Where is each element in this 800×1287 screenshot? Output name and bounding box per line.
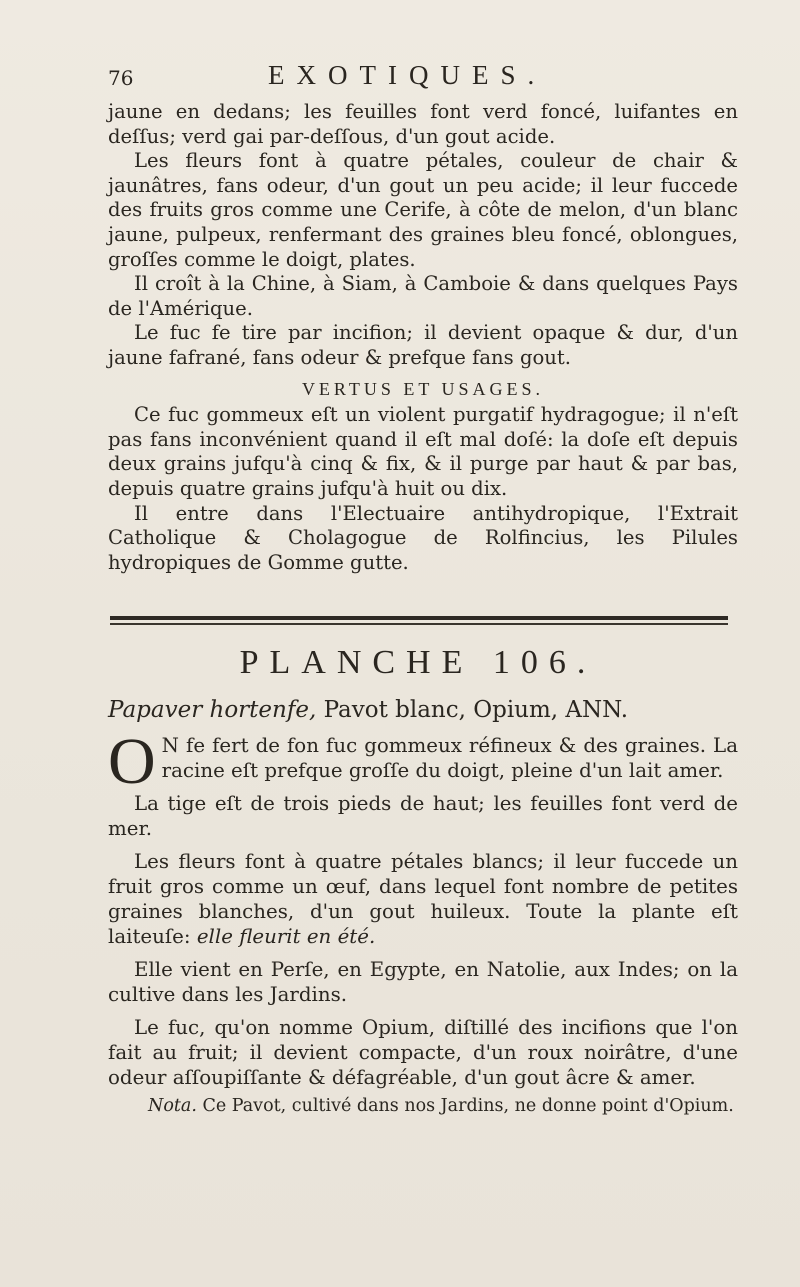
paragraph: jaune en dedans; les feuilles font verd foncé, luifantes en deſſus; verd gai par-deſſous, d'un gout acide. [108, 100, 738, 148]
paragraph-text: Les fleurs font à quatre pétales blancs; il leur fuccede un fruit gros comme un œuf, dans lequel font nombre de petites graines blanches, d'un gout huileux. Toute la plante eſt laiteuſe: [108, 850, 738, 948]
paragraph: La tige eſt de trois pieds de haut; les feuilles font verd de mer. [108, 792, 738, 840]
paragraph: Il entre dans l'Electuaire antihydropique, l'Extrait Catholique & Cholagogue de Rolfincius, les Pilules hydropiques de Gomme gutte. [108, 501, 738, 574]
paragraph-text: N fe fert de fon fuc gommeux réfineux & des graines. La racine eſt prefque groſſe du doigt, pleine d'un lait amer. [161, 734, 738, 782]
paragraph [108, 725, 738, 798]
section-title: VERTUS ET USAGES. [301, 378, 545, 399]
double-rule-divider [110, 616, 728, 625]
page-number: 76 [108, 66, 134, 90]
nota-line [108, 1094, 738, 1119]
species-french: Pavot blanc, Opium, ANN. [316, 697, 629, 723]
nota-label: Nota. [148, 1096, 197, 1116]
text-block-plate [108, 698, 738, 1119]
paragraph: Ce fuc gommeux eſt un violent purgatif hydragogue; il n'eſt pas fans inconvénient quand il eſt mal doſé: la doſe eſt depuis deux grains jufqu'à cinq & fix, & il purge par haut & par bas, depuis quatre grains jufqu'à huit ou dix. [108, 403, 738, 500]
paragraph: Le fuc, qu'on nomme Opium, diſtillé des incifions que l'on fait au fruit; il devient compacte, d'un roux noirâtre, d'une odeur aſſoupiſſante & défagréable, d'un gout âcre & amer. [108, 1016, 738, 1089]
species-latin: Papaver hortenfe, [108, 697, 317, 723]
text-block-top [108, 100, 738, 575]
rule-thick [110, 616, 728, 620]
nota-text: Ce Pavot, cultivé dans nos Jardins, ne donne point d'Opium. [196, 1096, 734, 1116]
paragraph: Il croît à la Chine, à Siam, à Camboie & dans quelques Pays de l'Amérique. [108, 272, 738, 320]
paragraph: Elle vient en Perſe, en Egypte, en Natolie, aux Indes; on la cultive dans les Jardins. [108, 958, 738, 1006]
running-title: EXOTIQUES. [268, 60, 547, 90]
species-line [108, 698, 738, 723]
paragraph-italic: elle fleurit en été. [190, 925, 376, 948]
page-header [108, 60, 728, 96]
rule-thin [110, 623, 728, 625]
drop-cap: O [108, 725, 156, 798]
paragraph: Le fuc fe tire par incifion; il devient opaque & dur, d'un jaune fafrané, fans odeur & prefque fans gout. [108, 321, 738, 369]
plate-heading: PLANCHE 106. [239, 644, 597, 681]
paragraph [108, 849, 738, 949]
paragraph: Les fleurs font à quatre pétales, couleur de chair & jaunâtres, fans odeur, d'un gout un peu acide; il leur fuccede des fruits gros comme une Cerife, à côte de melon, d'un blanc jaune, pulpeux, renfermant des graines bleu foncé, oblongues, groſſes comme le doigt, plates. [108, 149, 738, 271]
